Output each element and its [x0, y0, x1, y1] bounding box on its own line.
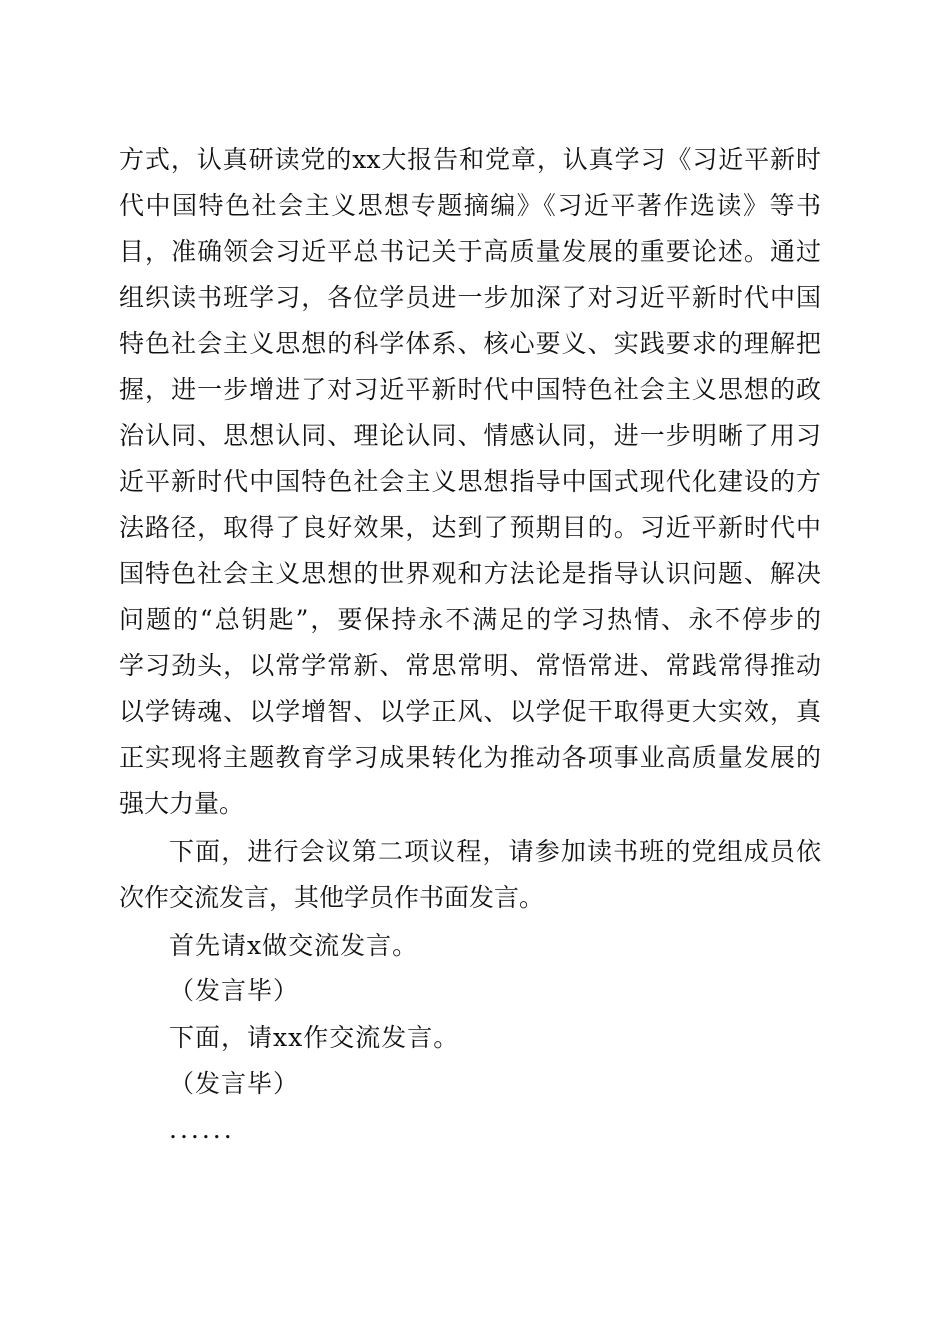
paragraph-line: 学习劲头，以常学常新、常思常明、常悟常进、常践常得推动	[119, 651, 821, 680]
agenda-note: （发言毕）	[169, 1069, 300, 1098]
paragraph-line: 以学铸魂、以学增智、以学正风、以学促干取得更大实效，真	[119, 697, 821, 726]
paragraph-line: 次作交流发言，其他学员作书面发言。	[119, 883, 545, 912]
paragraph-line: 治认同、思想认同、理论认同、情感认同，进一步明晰了用习	[119, 421, 821, 450]
ellipsis: ......	[169, 1115, 235, 1144]
paragraph-line: 近平新时代中国特色社会主义思想指导中国式现代化建设的方	[119, 467, 821, 496]
paragraph-line: 代中国特色社会主义思想专题摘编》《习近平著作选读》等书	[119, 191, 821, 220]
paragraph-line: 下面，进行会议第二项议程，请参加读书班的党组成员依	[169, 837, 821, 866]
paragraph-line: 正实现将主题教育学习成果转化为推动各项事业高质量发展的	[119, 743, 821, 772]
paragraph-line: 目，准确领会习近平总书记关于高质量发展的重要论述。通过	[119, 237, 821, 266]
paragraph-line: 方式，认真研读党的xx大报告和党章，认真学习《习近平新时	[119, 145, 821, 174]
agenda-note: （发言毕）	[169, 976, 300, 1005]
paragraph-line: 国特色社会主义思想的世界观和方法论是指导认识问题、解决	[119, 559, 821, 588]
paragraph-line: 问题的“总钥匙”，要保持永不满足的学习热情、永不停步的	[119, 605, 821, 634]
agenda-item: 下面，请xx作交流发言。	[169, 1023, 460, 1052]
paragraph-line: 法路径，取得了良好效果，达到了预期目的。习近平新时代中	[119, 513, 821, 542]
paragraph-line: 组织读书班学习，各位学员进一步加深了对习近平新时代中国	[119, 283, 821, 312]
paragraph-line: 强大力量。	[119, 789, 245, 818]
paragraph-line: 握，进一步增进了对习近平新时代中国特色社会主义思想的政	[119, 375, 821, 404]
paragraph-line: 特色社会主义思想的科学体系、核心要义、实践要求的理解把	[119, 329, 821, 358]
agenda-item: 首先请x做交流发言。	[169, 931, 419, 960]
